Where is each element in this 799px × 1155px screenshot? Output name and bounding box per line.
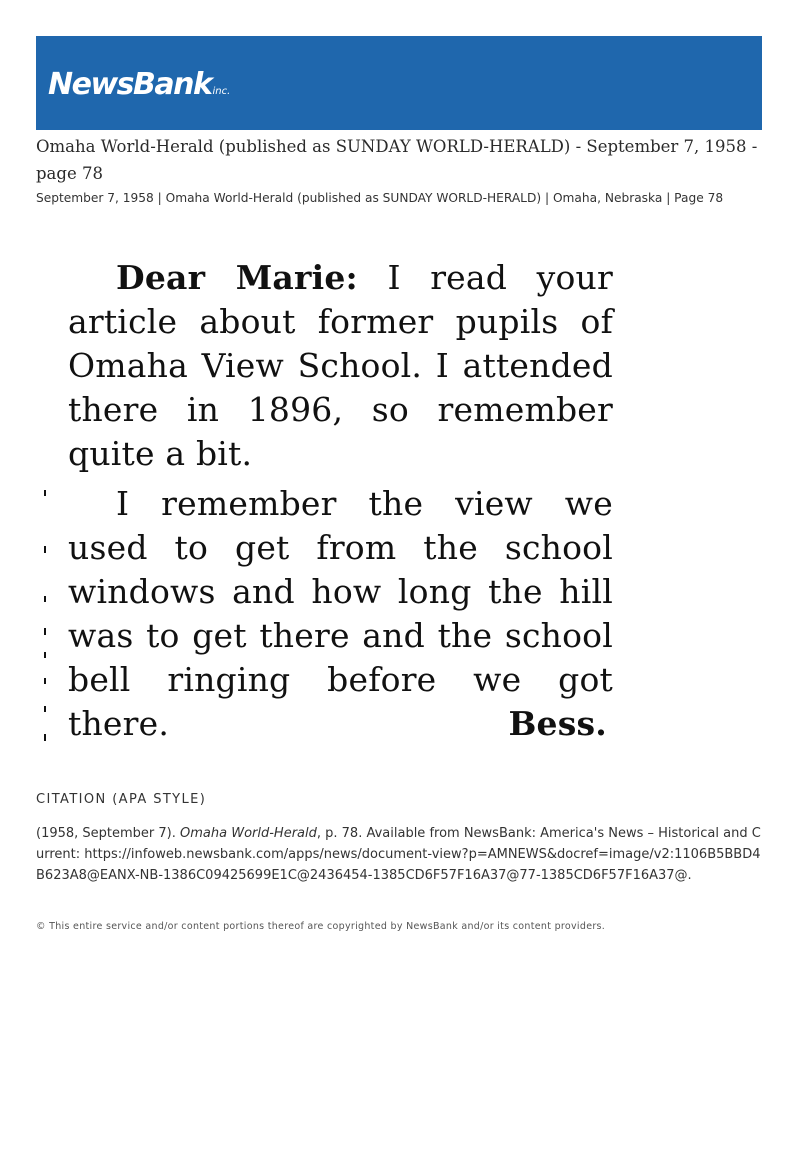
logo-suffix: inc.: [212, 86, 231, 97]
scan-speck: [44, 490, 46, 496]
citation-heading: CITATION (APA STYLE): [36, 792, 207, 807]
clipping-text: [68, 256, 613, 746]
scan-speck: [44, 652, 46, 658]
citation-publication: Omaha World-Herald: [180, 826, 317, 841]
newsbank-logo: [48, 67, 231, 102]
scan-speck: [44, 734, 46, 741]
document-meta: September 7, 1958 | Omaha World-Herald (published as SUNDAY WORLD-HERALD) | Omaha, Nebraska | Page 78: [36, 191, 724, 205]
clipping-signature: Bess.: [508, 704, 607, 743]
citation-suffix: , p. 78. Available from NewsBank: America's News – Historical and Current: https://infoweb.newsbank.com/apps/news/document-view?p=AMNEWS&docref=image/v2:1106B5BBD4B623A8@EANX-NB-1386C09425699E1C@2436454-1385CD6F57F16A37@77-1385CD6F57F16A37@.: [36, 826, 761, 883]
clipping-paragraph-1-text: I read your article about former pupils of Omaha View School. I attended there in 1896, so remember quite a bit.: [68, 258, 613, 473]
citation-prefix: (1958, September 7).: [36, 826, 181, 841]
scan-speck: [44, 596, 46, 602]
scan-speck: [44, 628, 46, 635]
scan-speck: [44, 678, 46, 684]
newsbank-banner: [36, 36, 762, 130]
logo-text: NewsBank: [48, 67, 212, 102]
citation-text: [36, 823, 766, 886]
clipping-paragraph-2-text: I remember the view we used to get from the school windows and how long the hill was to get there and the school bell ringing before we got there.: [68, 484, 613, 743]
scan-speck: [44, 706, 46, 712]
clipping-salutation: Dear Marie:: [116, 258, 358, 297]
clipping-paragraph-2: [68, 482, 613, 746]
copyright-notice: © This entire service and/or content portions thereof are copyrighted by NewsBank and/or its content providers.: [36, 921, 606, 932]
scan-speck: [44, 546, 46, 553]
clipping-paragraph-1: [68, 256, 613, 476]
newspaper-clipping: [40, 250, 630, 762]
document-title: Omaha World-Herald (published as SUNDAY WORLD-HERALD) - September 7, 1958 - page 78: [36, 137, 758, 183]
